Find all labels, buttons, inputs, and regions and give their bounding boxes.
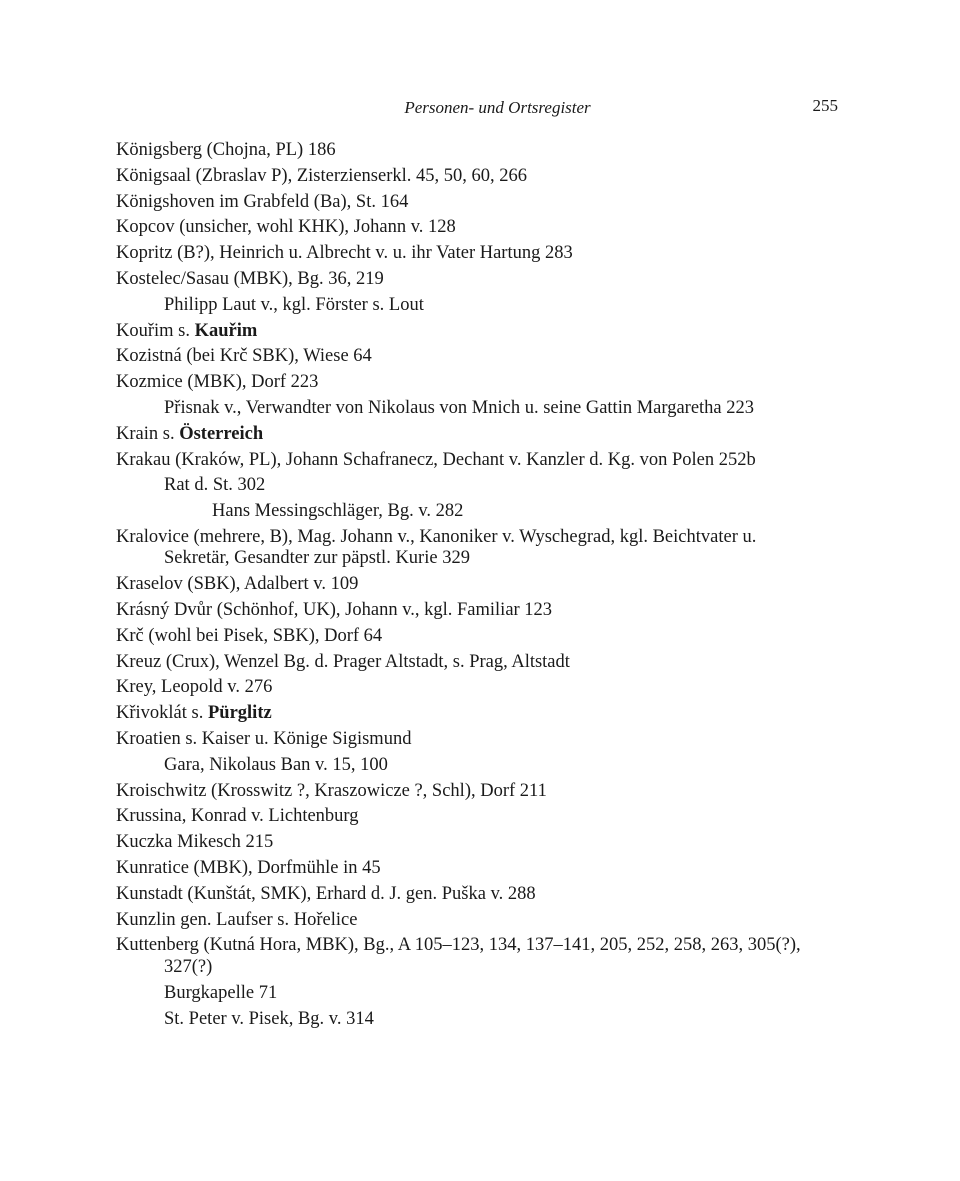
index-subentry <box>164 755 826 777</box>
index-subentry <box>212 501 826 523</box>
index-entry <box>116 652 826 674</box>
index-entry <box>116 626 826 648</box>
index-entry-text: Kroatien s. Kaiser u. Könige Sigismund <box>116 729 412 750</box>
index-entry <box>116 858 826 880</box>
index-entry-text: Kozistná (bei Krč SBK), Wiese 64 <box>116 346 372 367</box>
index-entry <box>116 935 826 978</box>
index-subentry <box>164 398 826 420</box>
index-entry-text: Krain s. <box>116 423 180 444</box>
index-entry <box>116 243 826 265</box>
index-entry-text: Kopritz (B?), Heinrich u. Albrecht v. u. ihr Vater Hartung 283 <box>116 243 573 264</box>
index-entry <box>116 910 826 932</box>
index-entry <box>116 346 826 368</box>
cross-reference: Pürglitz <box>207 703 272 724</box>
page-header <box>0 94 960 118</box>
index-entry-text: Kuczka Mikesch 215 <box>116 832 274 853</box>
cross-reference: Kauřim <box>194 320 258 341</box>
index-subentry <box>164 295 826 317</box>
index-entry-text: Krásný Dvůr (Schönhof, UK), Johann v., kgl. Familiar 123 <box>116 600 553 621</box>
index-entry-text: Krey, Leopold v. 276 <box>116 677 273 698</box>
index-entry <box>116 574 826 596</box>
index-entry <box>116 450 826 472</box>
index-entry-text: Krakau (Kraków, PL), Johann Schafranecz, Dechant v. Kanzler d. Kg. von Polen 252b <box>116 449 756 470</box>
index-entry-text: Kralovice (mehrere, B), Mag. Johann v., Kanoniker v. Wyschegrad, kgl. Beichtvater u. Sekretär, Gesandter zur päpstl. Kurie 329 <box>116 526 757 569</box>
index-entry-text: Gara, Nikolaus Ban v. 15, 100 <box>164 754 388 775</box>
index-entry <box>116 166 826 188</box>
index-entry <box>116 729 826 751</box>
index-entry <box>116 372 826 394</box>
index-entry <box>116 192 826 214</box>
index-entry-text: Kreuz (Crux), Wenzel Bg. d. Prager Altstadt, s. Prag, Altstadt <box>116 651 570 672</box>
index-entry-text: Kunratice (MBK), Dorfmühle in 45 <box>116 858 381 879</box>
index-entry-text: Burgkapelle 71 <box>164 982 278 1003</box>
index-subentry <box>164 983 826 1005</box>
index-entry <box>116 269 826 291</box>
index-entry-text: Přisnak v., Verwandter von Nikolaus von Mnich u. seine Gattin Margaretha 223 <box>164 397 755 418</box>
index-entry <box>116 424 826 446</box>
index-entry-text: Königshoven im Grabfeld (Ba), St. 164 <box>116 191 409 212</box>
index-entry-text: Rat d. St. 302 <box>164 475 266 496</box>
index-entry <box>116 781 826 803</box>
index-entry <box>116 703 826 725</box>
cross-reference: Österreich <box>179 423 264 444</box>
index-subentry <box>164 1009 826 1031</box>
index-entry-text: Kunzlin gen. Laufser s. Hořelice <box>116 909 358 930</box>
index-entry <box>116 600 826 622</box>
index-entry-text: Philipp Laut v., kgl. Förster s. Lout <box>164 294 424 315</box>
index-entry <box>116 832 826 854</box>
index-subentry <box>164 475 826 497</box>
index-entry <box>116 806 826 828</box>
index-entry <box>116 217 826 239</box>
index-entry-text: Kraselov (SBK), Adalbert v. 109 <box>116 574 359 595</box>
index-entry-text: Kunstadt (Kunštát, SMK), Erhard d. J. gen. Puška v. 288 <box>116 883 536 904</box>
index-entry-text: Königsaal (Zbraslav P), Zisterzienserkl. 45, 50, 60, 266 <box>116 165 528 186</box>
running-title: Personen- und Ortsregister <box>404 98 591 117</box>
index-entry-text: St. Peter v. Pisek, Bg. v. 314 <box>164 1008 374 1029</box>
index-entry-text: Königsberg (Chojna, PL) 186 <box>116 140 336 160</box>
index-entry-text: Kouřim s. <box>116 320 195 341</box>
index-entry-text: Kozmice (MBK), Dorf 223 <box>116 372 319 393</box>
index-entry-text: Krussina, Konrad v. Lichtenburg <box>116 806 359 827</box>
index-entry-text: Hans Messingschläger, Bg. v. 282 <box>212 501 464 522</box>
index-entry <box>116 140 826 162</box>
index-entry-list <box>116 140 826 1034</box>
index-entry-text: Křivoklát s. <box>116 703 208 724</box>
index-entry-text: Kroischwitz (Krosswitz ?, Kraszowicze ?, Schl), Dorf 211 <box>116 780 547 801</box>
index-entry-text: Kostelec/Sasau (MBK), Bg. 36, 219 <box>116 268 384 289</box>
page-number: 255 <box>812 96 838 115</box>
index-entry <box>116 321 826 343</box>
index-entry <box>116 527 826 570</box>
index-entry-text: Krč (wohl bei Pisek, SBK), Dorf 64 <box>116 625 383 646</box>
index-entry-text: Kopcov (unsicher, wohl KHK), Johann v. 128 <box>116 217 456 238</box>
index-entry <box>116 884 826 906</box>
index-entry-text: Kuttenberg (Kutná Hora, MBK), Bg., A 105–123, 134, 137–141, 205, 252, 258, 263, 305(?), 327(?) <box>116 935 801 977</box>
index-entry <box>116 677 826 699</box>
